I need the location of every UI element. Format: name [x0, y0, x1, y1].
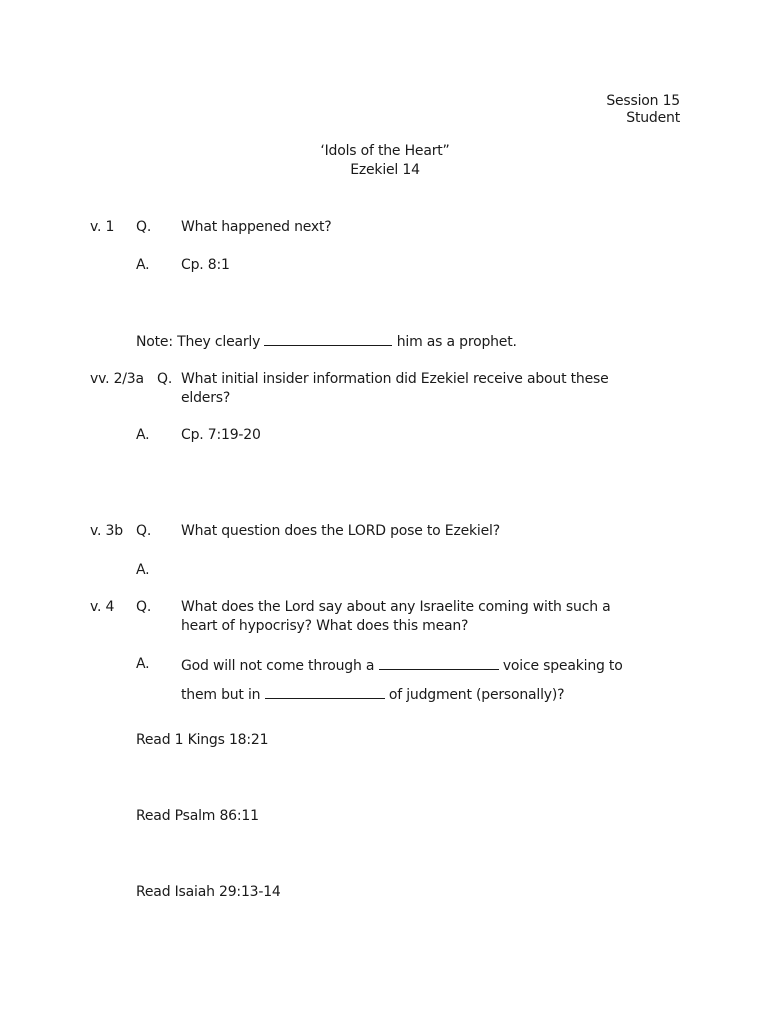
- question-text-2-line1: What initial insider information did Ezekiel receive about these: [181, 371, 609, 387]
- answer-4-line2-suffix: of judgment (personally)?: [388, 687, 565, 703]
- question-label-3: Q.: [136, 523, 152, 539]
- answer-text-2: Cp. 7:19-20: [181, 427, 261, 443]
- reading-1: Read 1 Kings 18:21: [136, 732, 269, 748]
- answer-text-1: Cp. 8:1: [181, 257, 230, 273]
- verse-ref-2: vv. 2/3a: [90, 371, 144, 387]
- note-line: [136, 331, 517, 351]
- session-label: Session 15: [606, 93, 680, 109]
- page-subtitle: Ezekiel 14: [350, 162, 420, 178]
- question-label-1: Q.: [136, 219, 152, 235]
- question-label-4: Q.: [136, 599, 152, 615]
- verse-ref-4: v. 4: [90, 599, 115, 615]
- answer-4-line1-suffix: voice speaking to: [502, 658, 623, 674]
- verse-ref-3: v. 3b: [90, 523, 123, 539]
- answer-label-1: A.: [136, 257, 150, 273]
- answer-4-line2-prefix: them but in: [181, 687, 261, 703]
- answer-4-line2: [181, 684, 564, 704]
- question-text-1: What happened next?: [181, 219, 332, 235]
- audience-label: Student: [626, 110, 680, 126]
- question-text-2-line2: elders?: [181, 390, 231, 406]
- reading-2: Read Psalm 86:11: [136, 808, 259, 824]
- question-text-4-line2: heart of hypocrisy? What does this mean?: [181, 618, 469, 634]
- page-title: ‘Idols of the Heart”: [320, 143, 450, 159]
- answer-4-line1: [181, 655, 623, 675]
- fill-blank-2[interactable]: [379, 655, 499, 670]
- verse-ref-1: v. 1: [90, 219, 115, 235]
- question-text-4-line1: What does the Lord say about any Israelite coming with such a: [181, 599, 611, 615]
- fill-blank-1[interactable]: [264, 331, 392, 346]
- fill-blank-3[interactable]: [265, 684, 385, 699]
- answer-label-3: A.: [136, 562, 150, 578]
- answer-4-line1-prefix: God will not come through a: [181, 658, 375, 674]
- reading-3: Read Isaiah 29:13-14: [136, 884, 281, 900]
- note-prefix: Note: They clearly: [136, 334, 261, 350]
- question-text-3: What question does the LORD pose to Ezekiel?: [181, 523, 500, 539]
- answer-label-2: A.: [136, 427, 150, 443]
- note-suffix: him as a prophet.: [396, 334, 517, 350]
- answer-label-4: A.: [136, 656, 150, 672]
- question-label-2: Q.: [157, 371, 173, 387]
